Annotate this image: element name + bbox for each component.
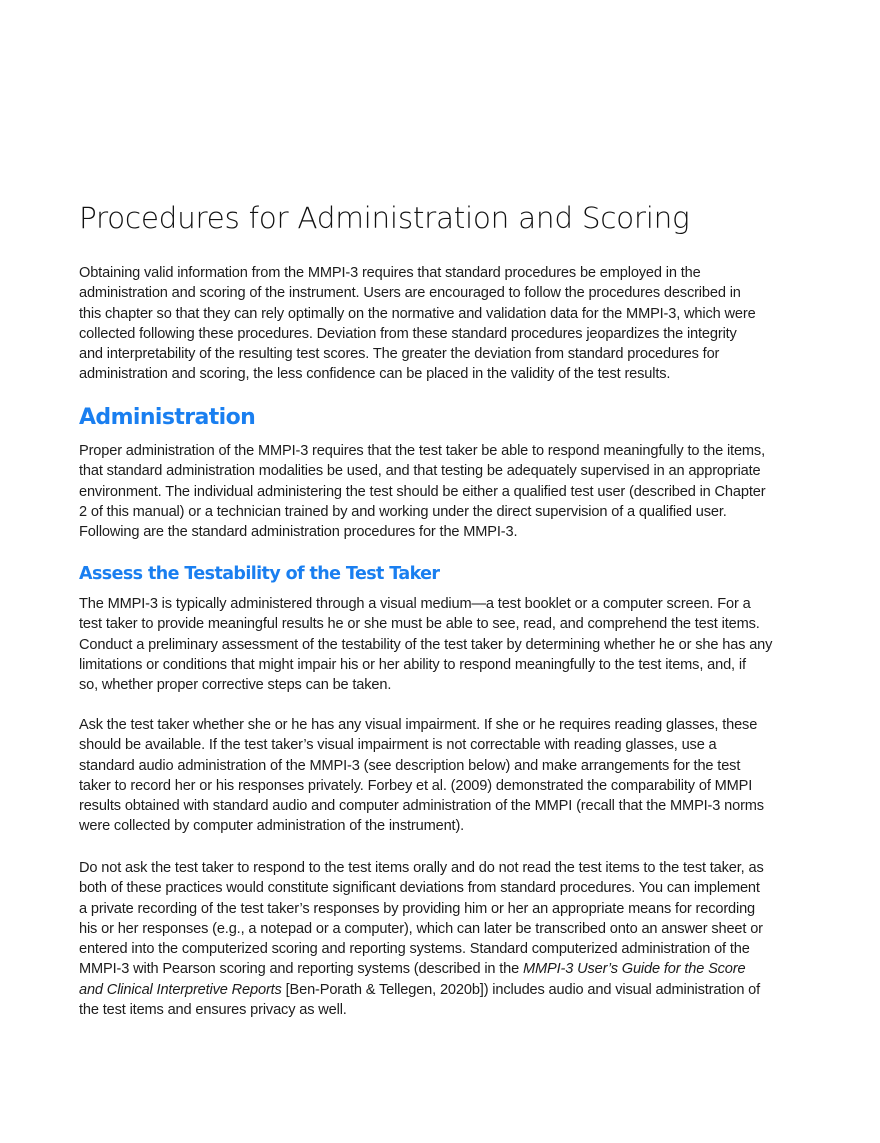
text-line: and interpretability of the resulting test scores. The greater the deviation from standard procedures for [79, 346, 720, 363]
text-line: Do not ask the test taker to respond to the test items orally and do not read the test items to the test taker, as [79, 860, 764, 876]
text-line: entered into the computerized scoring and reporting systems. Standard computerized administration of the [79, 941, 750, 958]
text-run: MMPI-3 with Pearson scoring and reporting systems (described in the [79, 961, 524, 978]
text-line: limitations or conditions that might impair his or her ability to respond meaningfully to the test items, and, if [79, 656, 746, 673]
page-title: Procedures for Administration and Scoring [79, 201, 690, 235]
text-line: were collected by computer administration of the instrument). [79, 818, 465, 835]
text-line: Following are the standard administration procedures for the MMPI-3. [79, 524, 518, 541]
text-run: [Ben-Porath & Tellegen, 2020b]) includes audio and visual administration of [281, 981, 761, 998]
text-line: results obtained with standard audio and computer administration of the MMPI (recall that the MMPI-3 norms [79, 798, 764, 815]
administration-paragraph [79, 441, 809, 542]
text-line: the test items and ensures privacy as well. [79, 1002, 347, 1019]
text-line: so, whether proper corrective steps can be taken. [79, 677, 392, 694]
text-line [79, 959, 809, 979]
text-line: taker to record her or his responses privately. Forbey et al. (2009) demonstrated the comparability of MMPI [79, 777, 753, 794]
text-line: collected following these procedures. Deviation from these standard procedures jeopardizes the integrity [79, 325, 737, 342]
text-line: a private recording of the test taker’s responses by providing him or her an appropriate means for recording [79, 900, 756, 917]
text-line: Obtaining valid information from the MMPI-3 requires that standard procedures be employed in the [79, 265, 701, 281]
text-line: 2 of this manual) or a technician trained by and working under the direct supervision of a qualified user. [79, 503, 727, 520]
section-heading-administration: Administration [79, 405, 256, 430]
text-line: his or her responses (e.g., a notepad or a computer), which can later be transcribed onto an answer sheet or [79, 920, 763, 937]
text-line: should be available. If the test taker’s visual impairment is not correctable with reading glasses, use a [79, 737, 717, 754]
text-line: environment. The individual administering the test should be either a qualified test user (described in Chapter [79, 483, 766, 500]
text-line: this chapter so that they can rely optimally on the normative and validation data for the MMPI-3, which were [79, 305, 756, 322]
text-line: administration and scoring of the instrument. Users are encouraged to follow the procedures described in [79, 285, 741, 302]
subsection-heading-testability: Assess the Testability of the Test Taker [79, 564, 440, 584]
text-line: The MMPI-3 is typically administered through a visual medium—a test booklet or a computer screen. For a [79, 596, 751, 612]
intro-paragraph [79, 263, 809, 385]
text-line: both of these practices would constitute significant deviations from standard procedures. You can implement [79, 880, 760, 897]
text-line: Ask the test taker whether she or he has any visual impairment. If she or he requires reading glasses, these [79, 717, 758, 733]
text-line: that standard administration modalities be used, and that testing be adequately supervised in an appropriate [79, 463, 761, 480]
text-line: Proper administration of the MMPI-3 requires that the test taker be able to respond meaningfully to the items, [79, 443, 765, 459]
testability-paragraph-3 [79, 858, 809, 1020]
text-line: Conduct a preliminary assessment of the testability of the test taker by determining whether he or she has any [79, 636, 773, 653]
text-line [79, 980, 809, 1000]
book-title-italic: MMPI-3 User’s Guide for the Score [523, 961, 746, 978]
testability-paragraph-2 [79, 715, 809, 837]
text-line: standard audio administration of the MMPI-3 (see description below) and make arrangements for the test [79, 757, 741, 774]
text-line: administration and scoring, the less confidence can be placed in the validity of the test results. [79, 366, 671, 383]
text-line: test taker to provide meaningful results he or she must be able to see, read, and comprehend the test items. [79, 616, 760, 633]
book-title-italic: and Clinical Interpretive Reports [79, 981, 282, 998]
testability-paragraph-1 [79, 594, 809, 695]
